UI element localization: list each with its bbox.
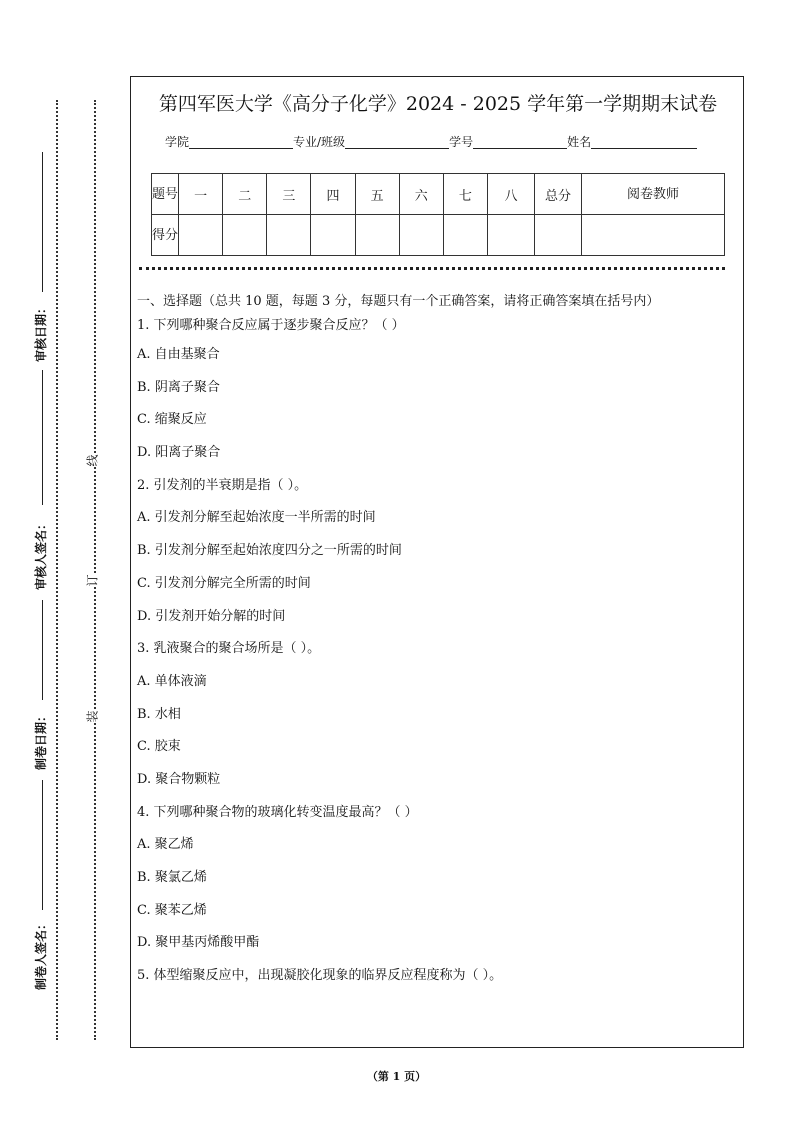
- preparer-signature-line: [42, 780, 43, 910]
- prepared-date-line: [42, 600, 43, 700]
- score-col-total: 总分: [535, 174, 582, 215]
- question-stem: 4. 下列哪种聚合物的玻璃化转变温度最高？（ ）: [137, 804, 418, 820]
- score-cell[interactable]: [267, 215, 311, 256]
- major-class-label: 专业/班级: [293, 135, 346, 149]
- bind-char-staple: 订: [82, 574, 103, 586]
- score-col-5: 五: [355, 174, 399, 215]
- score-cell[interactable]: [488, 215, 535, 256]
- score-col-4: 四: [311, 174, 355, 215]
- grader-cell[interactable]: [582, 215, 725, 256]
- score-col-3: 三: [267, 174, 311, 215]
- answer-option: A. 聚乙烯: [137, 837, 194, 853]
- answer-option: D. 阳离子聚合: [137, 445, 221, 461]
- college-field[interactable]: [189, 135, 293, 149]
- question-stem: 3. 乳液聚合的聚合场所是（ ）。: [137, 641, 321, 657]
- answer-option: C. 引发剂分解完全所需的时间: [137, 575, 311, 591]
- answer-option: D. 引发剂开始分解的时间: [137, 608, 286, 624]
- preparer-signature-label: 制卷人签名：: [34, 917, 48, 990]
- question-list: [137, 313, 737, 993]
- score-table: [151, 173, 725, 256]
- score-table-header-row: [152, 174, 725, 215]
- student-id-field[interactable]: [473, 135, 567, 149]
- score-cell[interactable]: [179, 215, 223, 256]
- exam-title: 第四军医大学《高分子化学》2024 - 2025 学年第一学期期末试卷: [158, 93, 718, 115]
- answer-option: C. 缩聚反应: [137, 412, 207, 428]
- answer-option: D. 聚合物颗粒: [137, 771, 221, 787]
- major-class-field[interactable]: [345, 135, 449, 149]
- answer-option: C. 聚苯乙烯: [137, 902, 207, 918]
- prepared-date-label: 制卷日期：: [34, 709, 48, 770]
- answer-option: B. 阴离子聚合: [137, 379, 220, 395]
- score-cell[interactable]: [443, 215, 487, 256]
- score-col-8: 八: [488, 174, 535, 215]
- section-heading: 一、选择题（总共 10 题，每题 3 分，每题只有一个正确答案，请将正确答案填在括号内）: [137, 294, 660, 309]
- score-cell-total[interactable]: [535, 215, 582, 256]
- question-number-label: 题号: [152, 174, 179, 215]
- answer-option: B. 水相: [137, 706, 181, 722]
- bind-char-line: 线: [82, 454, 103, 466]
- question-section: [137, 291, 737, 993]
- name-field[interactable]: [591, 135, 697, 149]
- answer-option: D. 聚甲基丙烯酸甲酯: [137, 935, 260, 951]
- college-label: 学院: [165, 135, 190, 149]
- page-number: （第 1 页）: [366, 1070, 427, 1083]
- dotted-separator: [139, 267, 725, 270]
- reviewer-signature-line: [42, 370, 43, 505]
- score-col-1: 一: [179, 174, 223, 215]
- answer-option: C. 胶束: [137, 739, 181, 755]
- score-col-7: 七: [443, 174, 487, 215]
- name-label: 姓名: [567, 135, 592, 149]
- score-cell[interactable]: [399, 215, 443, 256]
- review-date-label: 审核日期：: [34, 301, 48, 362]
- score-col-2: 二: [223, 174, 267, 215]
- score-cell[interactable]: [355, 215, 399, 256]
- dotted-line-inner: [94, 100, 96, 1040]
- score-cell[interactable]: [223, 215, 267, 256]
- review-date-line: [42, 152, 43, 292]
- answer-option: A. 自由基聚合: [137, 347, 220, 362]
- dotted-line-outer: [56, 100, 58, 1040]
- answer-option: A. 引发剂分解至起始浓度一半所需的时间: [137, 510, 376, 526]
- answer-option: B. 引发剂分解至起始浓度四分之一所需的时间: [137, 543, 402, 559]
- answer-option: B. 聚氯乙烯: [137, 870, 207, 885]
- answer-option: A. 单体液滴: [137, 673, 207, 689]
- student-id-label: 学号: [449, 135, 474, 149]
- score-table-score-row: [152, 215, 725, 256]
- question-stem: 1. 下列哪种聚合反应属于逐步聚合反应？（ ）: [137, 318, 405, 333]
- exam-frame: [130, 76, 744, 1048]
- score-label: 得分: [152, 215, 179, 256]
- bind-char-bind: 装: [82, 710, 103, 722]
- score-cell[interactable]: [311, 215, 355, 256]
- question-stem: 5. 体型缩聚反应中，出现凝胶化现象的临界反应程度称为（ ）。: [137, 968, 503, 984]
- question-stem: 2. 引发剂的半衰期是指（ ）。: [137, 477, 308, 493]
- reviewer-signature-label: 审核人签名：: [34, 517, 48, 590]
- score-col-grader: 阅卷教师: [582, 174, 725, 215]
- student-info-row: [165, 133, 697, 150]
- score-col-6: 六: [399, 174, 443, 215]
